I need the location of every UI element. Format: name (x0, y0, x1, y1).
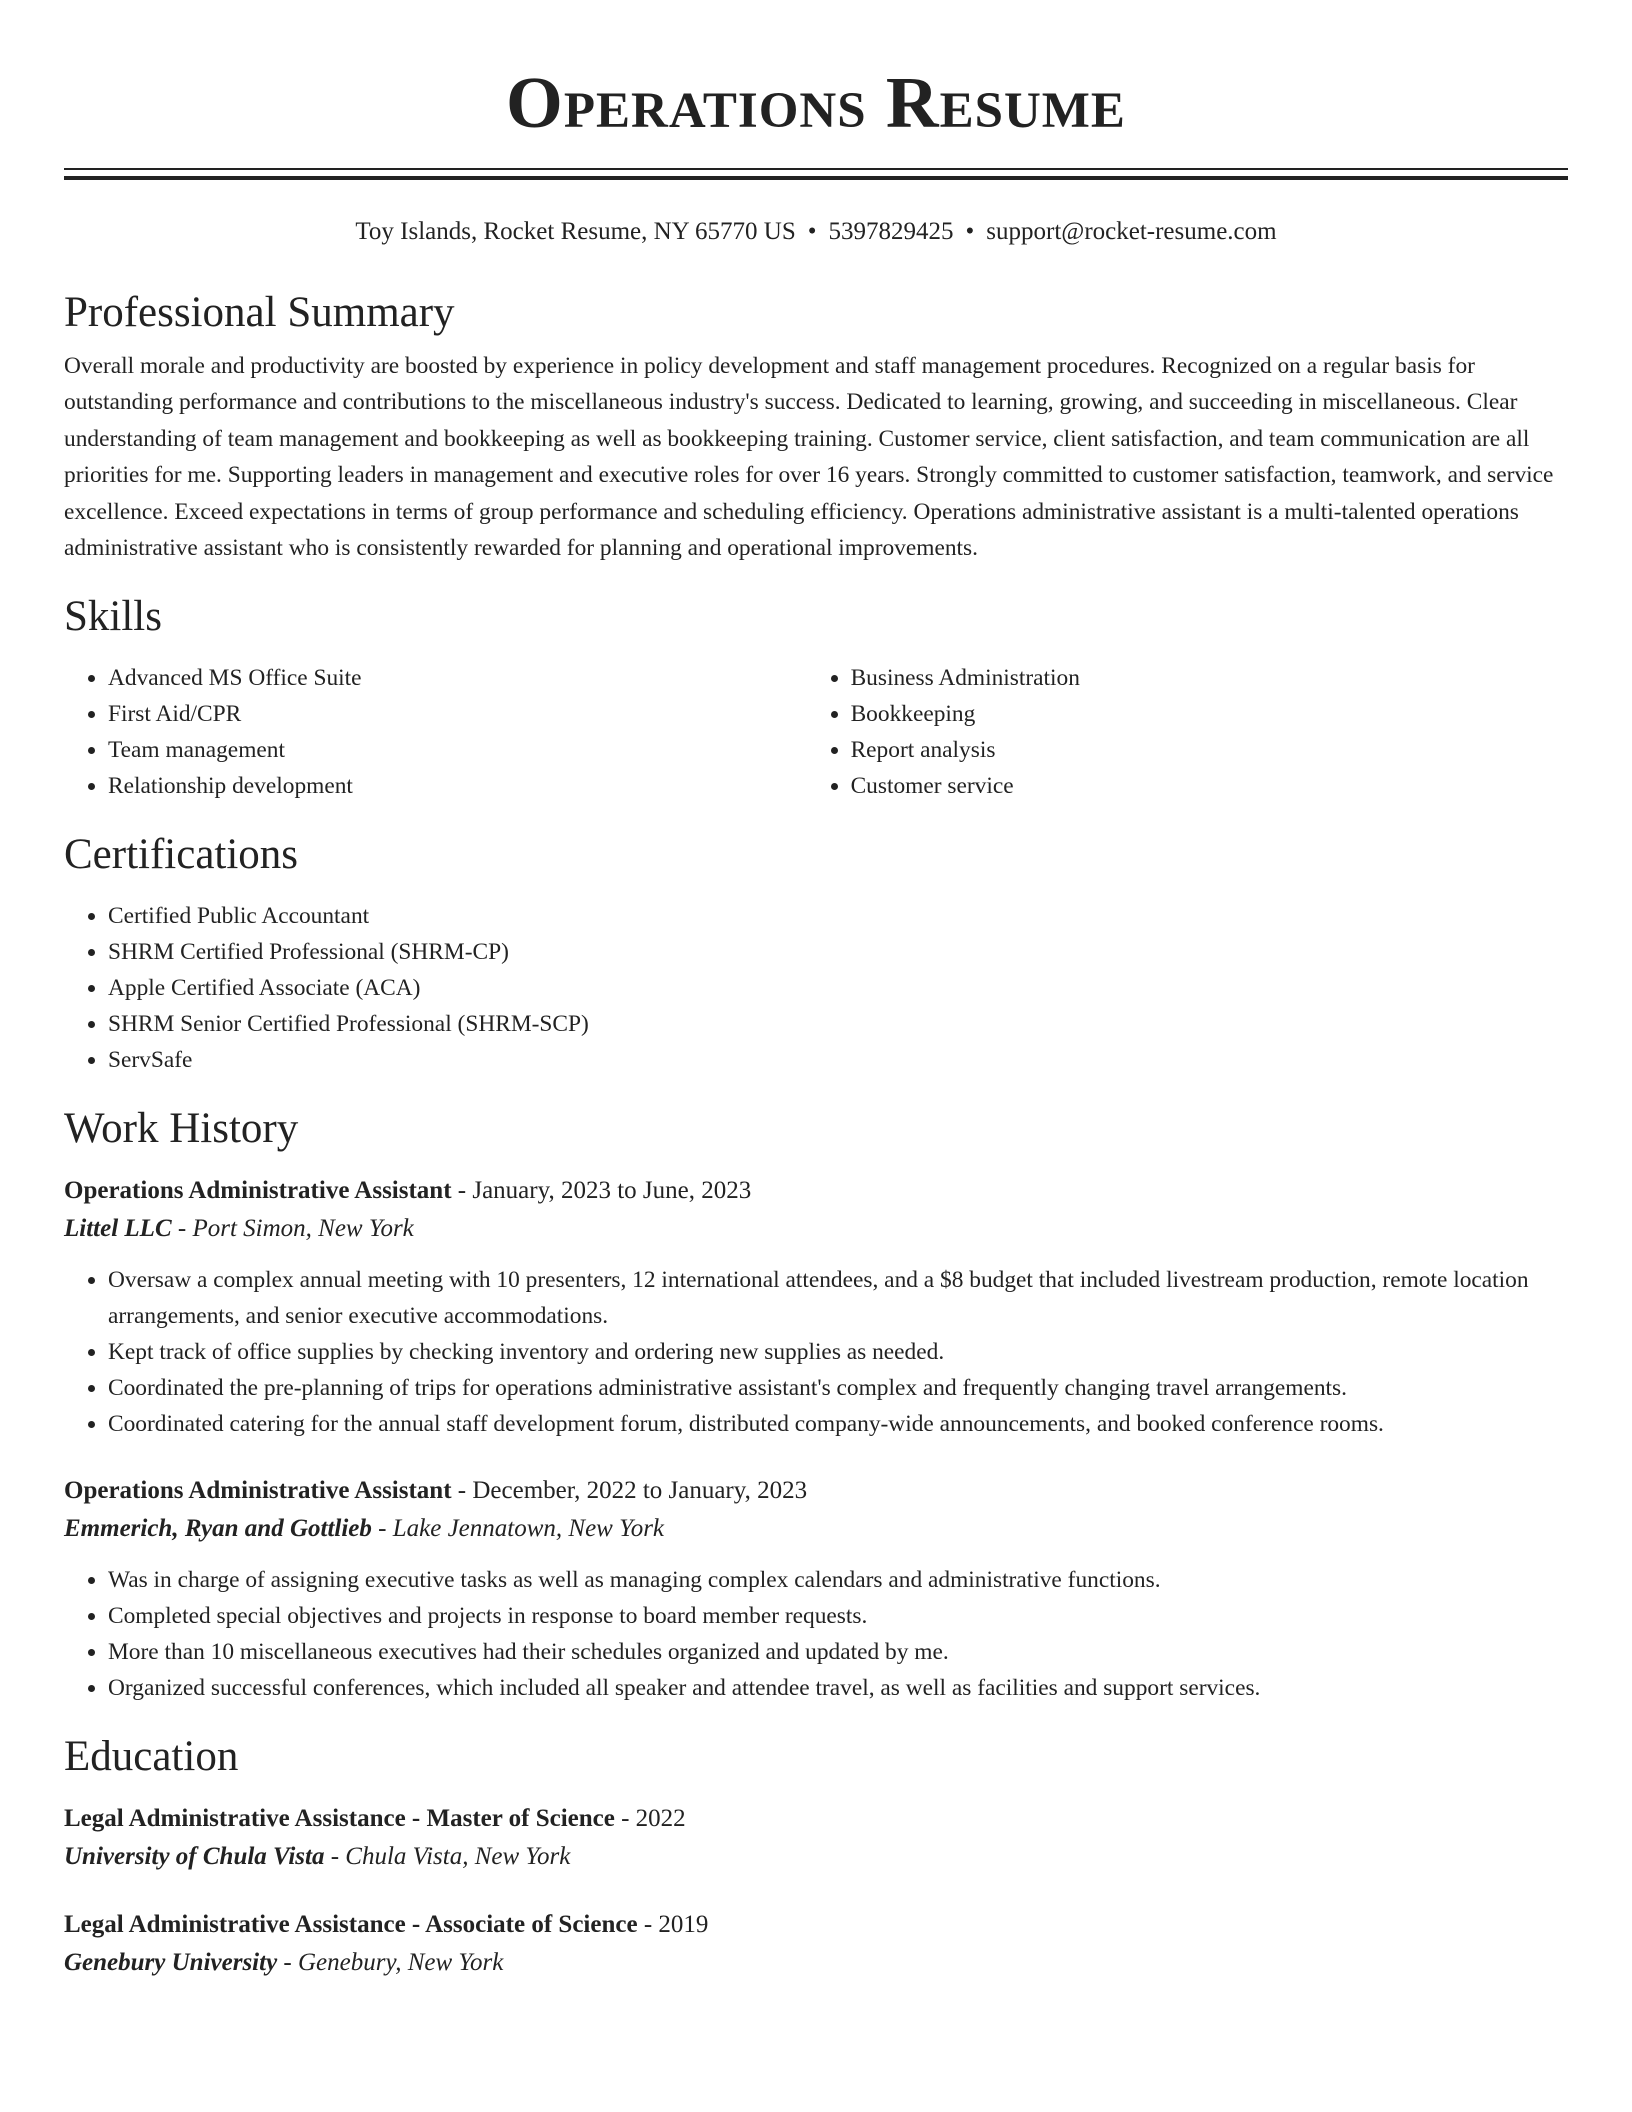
skill-item: • Business Administration (851, 660, 1568, 696)
education-degree-line (64, 1800, 1568, 1838)
certifications-list (64, 898, 1568, 1078)
title-rule-thin (64, 168, 1568, 170)
job-bullet: • Coordinated catering for the annual staff development forum, distributed company-wide announcements, and booked conference rooms. (108, 1406, 1568, 1442)
job-title: Operations Administrative Assistant (64, 1177, 452, 1205)
work-history-heading: Work History (64, 1105, 299, 1153)
job-bullet: • Was in charge of assigning executive tasks as well as managing complex calendars and administrative functions. (108, 1562, 1568, 1598)
certification-item: • SHRM Senior Certified Professional (SHRM-SCP) (108, 1006, 1568, 1042)
job-bullets (64, 1562, 1568, 1706)
job-bullet: • Organized successful conferences, which included all speaker and attendee travel, as well as facilities and support services. (108, 1670, 1568, 1706)
job-entry (64, 1472, 1568, 1706)
skill-item: • Team management (108, 732, 807, 768)
skill-item: • Customer service (851, 768, 1568, 804)
education-location: - Genebury, New York (277, 1949, 504, 1977)
education-location: - Chula Vista, New York (324, 1843, 571, 1871)
certifications-section (64, 828, 1568, 1078)
education-heading: Education (64, 1733, 239, 1781)
skill-item: • First Aid/CPR (108, 696, 807, 732)
job-dates: - December, 2022 to January, 2023 (451, 1477, 808, 1505)
education-section (64, 1730, 1568, 1982)
education-school-line (64, 1838, 1568, 1876)
title-rule-thick (64, 176, 1568, 180)
education-school-line (64, 1944, 1568, 1982)
education-degree-line (64, 1906, 1568, 1944)
education-degree: Legal Administrative Assistance - Associate of Science (64, 1911, 638, 1939)
education-year: - 2019 (637, 1911, 709, 1939)
job-heading (64, 1472, 1568, 1510)
certifications-heading: Certifications (64, 831, 299, 879)
contact-line (64, 216, 1568, 248)
skills-columns (64, 660, 1568, 804)
skills-right-list (807, 660, 1568, 804)
skill-item: • Bookkeeping (851, 696, 1568, 732)
contact-phone: 5397829425 (828, 218, 954, 245)
education-school: Genebury University (64, 1949, 278, 1977)
contact-separator: • (965, 218, 975, 245)
job-company: Littel LLC (64, 1215, 172, 1243)
job-location: - Lake Jennatown, New York (371, 1515, 665, 1543)
skills-left-list (64, 660, 807, 804)
job-bullet: • Coordinated the pre-planning of trips for operations administrative assistant's complex and frequently changing travel arrangements. (108, 1370, 1568, 1406)
education-year: - 2022 (614, 1805, 686, 1833)
job-title: Operations Administrative Assistant (64, 1477, 452, 1505)
job-dates: - January, 2023 to June, 2023 (451, 1177, 752, 1205)
contact-email: support@rocket-resume.com (986, 218, 1277, 245)
skill-item: • Report analysis (851, 732, 1568, 768)
skills-section (64, 590, 1568, 804)
summary-heading: Professional Summary (64, 289, 455, 336)
skill-item: • Advanced MS Office Suite (108, 660, 807, 696)
certification-item: • Certified Public Accountant (108, 898, 1568, 934)
education-school: University of Chula Vista (64, 1843, 325, 1871)
job-entry (64, 1172, 1568, 1442)
page-title: Operations Resume (506, 62, 1126, 143)
certification-item: • ServSafe (108, 1042, 1568, 1078)
job-heading (64, 1172, 1568, 1210)
job-location: - Port Simon, New York (171, 1215, 414, 1243)
contact-separator: • (807, 218, 817, 245)
education-entry (64, 1906, 1568, 1982)
job-employer (64, 1510, 1568, 1548)
skills-heading: Skills (64, 593, 162, 641)
job-employer (64, 1210, 1568, 1248)
job-bullet: • Kept track of office supplies by checking inventory and ordering new supplies as needed. (108, 1334, 1568, 1370)
education-entry (64, 1800, 1568, 1876)
work-history-section (64, 1102, 1568, 1706)
certification-item: • Apple Certified Associate (ACA) (108, 970, 1568, 1006)
contact-address: Toy Islands, Rocket Resume, NY 65770 US (355, 218, 796, 245)
job-company: Emmerich, Ryan and Gottlieb (64, 1515, 372, 1543)
job-bullet: • Oversaw a complex annual meeting with 10 presenters, 12 international attendees, and a $8 budget that included livestream production, remote location arrangements, and senior executive accommodations. (108, 1262, 1568, 1334)
resume-page (64, 0, 1568, 1982)
education-degree: Legal Administrative Assistance - Master of Science (64, 1805, 615, 1833)
job-bullet: • More than 10 miscellaneous executives had their schedules organized and updated by me. (108, 1634, 1568, 1670)
summary-text: Overall morale and productivity are boosted by experience in policy development and staff management procedures. Recognized on a regular basis for outstanding performance and contributions to the miscellaneous industry's success. Dedicated to learning, growing, and succeeding in miscellaneous. Clear understanding of team management and bookkeeping as well as bookkeeping training. Customer service, client satisfaction, and team communication are all priorities for me. Supporting leaders in management and executive roles for over 16 years. Strongly committed to customer satisfaction, teamwork, and service excellence. Exceed expectations in terms of group performance and scheduling efficiency. Operations administrative assistant is a multi-talented operations administrative assistant who is consistently rewarded for planning and operational improvements. (64, 353, 1554, 562)
skill-item: • Relationship development (108, 768, 807, 804)
job-bullet: • Completed special objectives and projects in response to board member requests. (108, 1598, 1568, 1634)
summary-section (64, 286, 1568, 566)
job-bullets (64, 1262, 1568, 1442)
certification-item: • SHRM Certified Professional (SHRM-CP) (108, 934, 1568, 970)
